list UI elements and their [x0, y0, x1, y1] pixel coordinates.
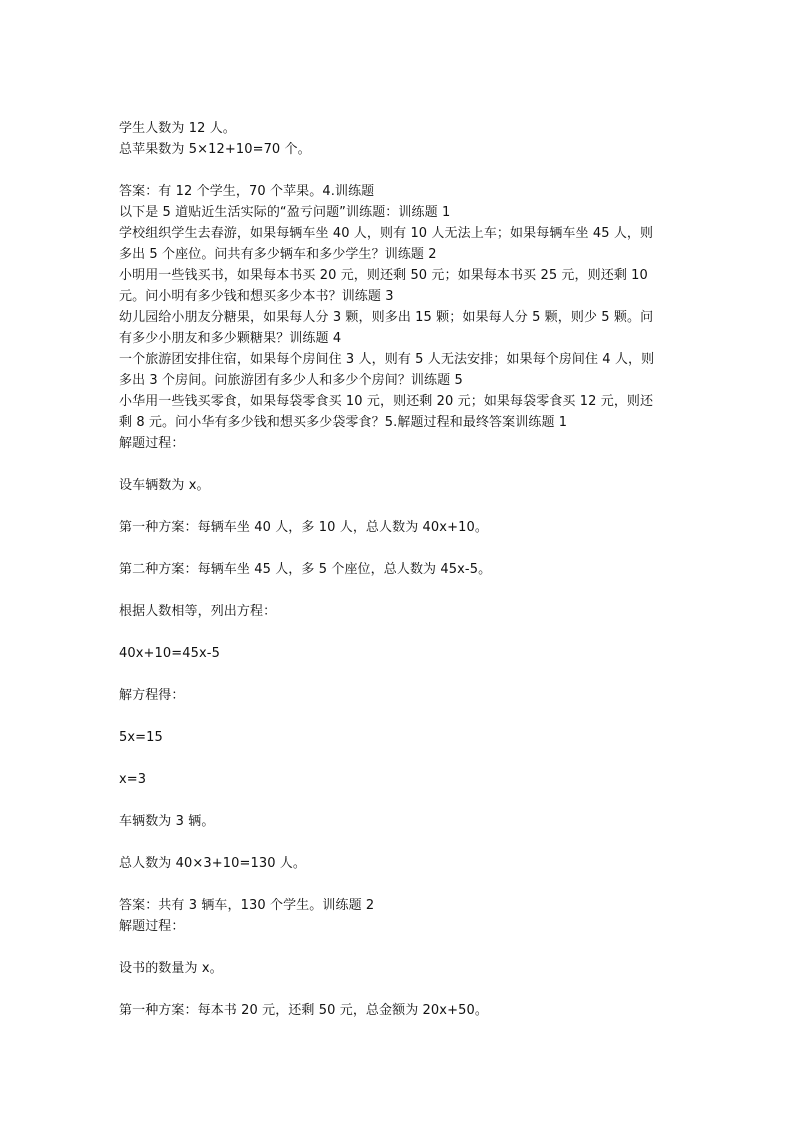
text-line: 剩 8 元。问小华有多少钱和想买多少袋零食？5.解题过程和最终答案训练题 1 [119, 415, 568, 430]
text-line: 第一种方案：每本书 20 元，还剩 50 元，总金额为 20x+50。 [119, 1003, 488, 1018]
text-line: 解题过程： [119, 919, 185, 934]
text-line: 小明用一些钱买书，如果每本书买 20 元，则还剩 50 元；如果每本书买 25 元，则还剩 10 [119, 268, 648, 283]
blank-line [119, 454, 679, 475]
text-line: 多出 3 个房间。问旅游团有多少人和多少个房间？训练题 5 [119, 373, 463, 388]
text-line: 多出 5 个座位。问共有多少辆车和多少学生？训练题 2 [119, 247, 437, 262]
equation-line: x=3 [119, 772, 147, 787]
text-line: 设书的数量为 x。 [119, 961, 223, 976]
blank-line [119, 538, 679, 559]
text-line: 第一种方案：每辆车坐 40 人，多 10 人，总人数为 40x+10。 [119, 520, 488, 535]
text-line: 总苹果数为 5×12+10=70 个。 [119, 142, 311, 157]
blank-line [119, 874, 679, 895]
equation-line: 40x+10=45x-5 [119, 646, 220, 661]
text-line: 幼儿园给小朋友分糖果，如果每人分 3 颗，则多出 15 颗；如果每人分 5 颗，则少 5 颗。问 [119, 310, 654, 325]
text-line: 答案：共有 3 辆车，130 个学生。训练题 2 [119, 898, 375, 913]
blank-line [119, 706, 679, 727]
text-line: 有多少小朋友和多少颗糖果？训练题 4 [119, 331, 342, 346]
text-line: 一个旅游团安排住宿，如果每个房间住 3 人，则有 5 人无法安排；如果每个房间住 4 人，则 [119, 352, 655, 367]
blank-line [119, 937, 679, 958]
text-line: 车辆数为 3 辆。 [119, 814, 215, 829]
blank-line [119, 580, 679, 601]
text-line: 解方程得： [119, 688, 185, 703]
text-line: 答案：有 12 个学生，70 个苹果。4.训练题 [119, 184, 375, 199]
blank-line [119, 496, 679, 517]
text-line: 以下是 5 道贴近生活实际的“盈亏问题”训练题：训练题 1 [119, 205, 451, 220]
blank-line [119, 160, 679, 181]
text-line: 总人数为 40×3+10=130 人。 [119, 856, 307, 871]
blank-line [119, 622, 679, 643]
blank-line [119, 832, 679, 853]
text-line: 解题过程： [119, 436, 185, 451]
text-line: 小华用一些钱买零食，如果每袋零食买 10 元，则还剩 20 元；如果每袋零食买 12 元，则还 [119, 394, 654, 409]
text-line: 设车辆数为 x。 [119, 478, 210, 493]
text-line: 元。问小明有多少钱和想买多少本书？训练题 3 [119, 289, 394, 304]
blank-line [119, 979, 679, 1000]
blank-line [119, 790, 679, 811]
text-line: 学校组织学生去春游，如果每辆车坐 40 人，则有 10 人无法上车；如果每辆车坐 45 人，则 [119, 226, 654, 241]
blank-line [119, 664, 679, 685]
text-line: 第二种方案：每辆车坐 45 人，多 5 个座位，总人数为 45x-5。 [119, 562, 492, 577]
text-line: 学生人数为 12 人。 [119, 121, 236, 136]
document-body [119, 118, 679, 1021]
equation-line: 5x=15 [119, 730, 163, 745]
blank-line [119, 748, 679, 769]
text-line: 根据人数相等，列出方程： [119, 604, 277, 619]
